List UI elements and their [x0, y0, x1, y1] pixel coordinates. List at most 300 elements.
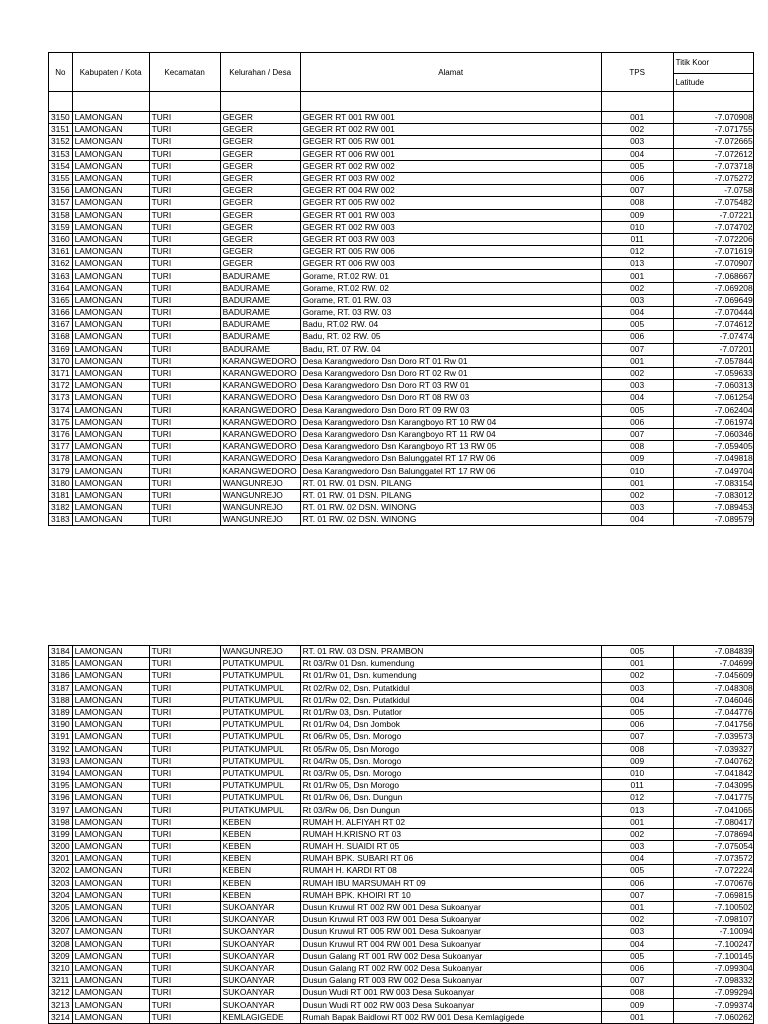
table-row [49, 694, 754, 706]
cell-kabupaten: LAMONGAN [72, 172, 149, 184]
table-row [49, 658, 754, 670]
cell-no: 3169 [49, 343, 73, 355]
cell-alamat: Gorame, RT. 01 RW. 03 [300, 294, 601, 306]
table-row [49, 816, 754, 828]
cell-alamat: Dusun Galang RT 002 RW 002 Desa Sukoanyar [300, 962, 601, 974]
table-row [49, 319, 754, 331]
cell-no: 3185 [49, 658, 73, 670]
cell-kecamatan: TURI [149, 380, 220, 392]
table-row [49, 404, 754, 416]
cell-kelurahan: GEGER [220, 258, 300, 270]
cell-no: 3162 [49, 258, 73, 270]
cell-latitude: -7.059405 [673, 441, 753, 453]
cell-kecamatan: TURI [149, 319, 220, 331]
table-row [49, 355, 754, 367]
table-row [49, 441, 754, 453]
cell-no: 3202 [49, 865, 73, 877]
cell-tps: 005 [601, 950, 673, 962]
cell-no: 3178 [49, 453, 73, 465]
cell-latitude: -7.045609 [673, 670, 753, 682]
cell-latitude: -7.100502 [673, 901, 753, 913]
cell-latitude: -7.073718 [673, 160, 753, 172]
cell-no: 3189 [49, 706, 73, 718]
cell-kecamatan: TURI [149, 841, 220, 853]
cell-latitude: -7.044776 [673, 706, 753, 718]
cell-kabupaten: LAMONGAN [72, 428, 149, 440]
cell-tps: 004 [601, 853, 673, 865]
cell-kecamatan: TURI [149, 136, 220, 148]
cell-kelurahan: KARANGWEDORO [220, 392, 300, 404]
cell-tps: 003 [601, 136, 673, 148]
cell-kelurahan: BADURAME [220, 282, 300, 294]
cell-latitude: -7.062404 [673, 404, 753, 416]
cell-kecamatan: TURI [149, 441, 220, 453]
table-row [49, 841, 754, 853]
cell-tps: 010 [601, 767, 673, 779]
cell-alamat: RUMAH H. KARDI RT 08 [300, 865, 601, 877]
cell-no: 3188 [49, 694, 73, 706]
header-titik-koordinat: Titik Koor [673, 53, 753, 74]
cell-kecamatan: TURI [149, 270, 220, 282]
cell-tps: 004 [601, 694, 673, 706]
cell-no: 3184 [49, 646, 73, 658]
cell-tps: 008 [601, 441, 673, 453]
cell-kabupaten: LAMONGAN [72, 367, 149, 379]
cell-kecamatan: TURI [149, 926, 220, 938]
table-row [49, 124, 754, 136]
cell-alamat: GEGER RT 001 RW 003 [300, 209, 601, 221]
cell-latitude: -7.061254 [673, 392, 753, 404]
cell-alamat: Gorame, RT. 03 RW. 03 [300, 307, 601, 319]
cell-latitude: -7.100145 [673, 950, 753, 962]
cell-alamat: Rt 02/Rw 02, Dsn. Putatkidul [300, 682, 601, 694]
cell-alamat: Badu, RT.02 RW. 04 [300, 319, 601, 331]
cell-kecamatan: TURI [149, 343, 220, 355]
cell-latitude: -7.060313 [673, 380, 753, 392]
cell-no: 3154 [49, 160, 73, 172]
cell-kelurahan: SUKOANYAR [220, 987, 300, 999]
cell-kecamatan: TURI [149, 694, 220, 706]
cell-kelurahan: GEGER [220, 246, 300, 258]
cell-kelurahan: SUKOANYAR [220, 914, 300, 926]
table-row [49, 987, 754, 999]
cell-kecamatan: TURI [149, 404, 220, 416]
cell-latitude: -7.083154 [673, 477, 753, 489]
cell-tps: 010 [601, 221, 673, 233]
cell-tps: 007 [601, 428, 673, 440]
cell-kelurahan: KEBEN [220, 841, 300, 853]
cell-no: 3166 [49, 307, 73, 319]
cell-kecamatan: TURI [149, 124, 220, 136]
table-row [49, 270, 754, 282]
table-row [49, 112, 754, 124]
cell-tps: 006 [601, 416, 673, 428]
table-row [49, 755, 754, 767]
cell-no: 3151 [49, 124, 73, 136]
cell-tps: 001 [601, 477, 673, 489]
cell-tps: 008 [601, 743, 673, 755]
cell-tps: 003 [601, 841, 673, 853]
cell-no: 3214 [49, 1011, 73, 1023]
cell-kecamatan: TURI [149, 1011, 220, 1023]
cell-kabupaten: LAMONGAN [72, 465, 149, 477]
cell-kelurahan: BADURAME [220, 331, 300, 343]
cell-kabupaten: LAMONGAN [72, 246, 149, 258]
cell-kabupaten: LAMONGAN [72, 355, 149, 367]
cell-kelurahan: PUTATKUMPUL [220, 670, 300, 682]
cell-latitude: -7.072612 [673, 148, 753, 160]
cell-kecamatan: TURI [149, 816, 220, 828]
cell-alamat: Badu, RT. 02 RW. 05 [300, 331, 601, 343]
cell-alamat: Gorame, RT.02 RW. 01 [300, 270, 601, 282]
header-no: No [49, 53, 73, 92]
cell-no: 3186 [49, 670, 73, 682]
cell-kabupaten: LAMONGAN [72, 124, 149, 136]
cell-alamat: RUMAH H. SUAIDI RT 05 [300, 841, 601, 853]
cell-kecamatan: TURI [149, 914, 220, 926]
cell-latitude: -7.070444 [673, 307, 753, 319]
cell-no: 3157 [49, 197, 73, 209]
cell-kelurahan: PUTATKUMPUL [220, 682, 300, 694]
table-row [49, 682, 754, 694]
cell-kabupaten: LAMONGAN [72, 780, 149, 792]
cell-kelurahan: PUTATKUMPUL [220, 731, 300, 743]
cell-no: 3199 [49, 828, 73, 840]
table-row [49, 477, 754, 489]
cell-no: 3204 [49, 889, 73, 901]
cell-alamat: Dusun Wudi RT 001 RW 003 Desa Sukoanyar [300, 987, 601, 999]
cell-tps: 005 [601, 706, 673, 718]
cell-kecamatan: TURI [149, 428, 220, 440]
cell-latitude: -7.039573 [673, 731, 753, 743]
cell-kabupaten: LAMONGAN [72, 743, 149, 755]
table-row [49, 294, 754, 306]
cell-latitude: -7.074612 [673, 319, 753, 331]
cell-kabupaten: LAMONGAN [72, 489, 149, 501]
table-row [49, 792, 754, 804]
cell-no: 3173 [49, 392, 73, 404]
cell-tps: 012 [601, 792, 673, 804]
cell-kecamatan: TURI [149, 185, 220, 197]
cell-latitude: -7.043095 [673, 780, 753, 792]
cell-kabupaten: LAMONGAN [72, 828, 149, 840]
cell-alamat: Rt 01/Rw 01, Dsn. kumendung [300, 670, 601, 682]
cell-tps: 002 [601, 124, 673, 136]
cell-kecamatan: TURI [149, 767, 220, 779]
cell-kelurahan: KEBEN [220, 853, 300, 865]
table-row [49, 343, 754, 355]
cell-kabupaten: LAMONGAN [72, 694, 149, 706]
table-body-page-2 [49, 646, 754, 1024]
cell-kabupaten: LAMONGAN [72, 416, 149, 428]
cell-alamat: Desa Karangwedoro Dsn Doro RT 02 Rw 01 [300, 367, 601, 379]
cell-kecamatan: TURI [149, 355, 220, 367]
cell-kabupaten: LAMONGAN [72, 841, 149, 853]
cell-tps: 003 [601, 682, 673, 694]
cell-latitude: -7.049818 [673, 453, 753, 465]
cell-tps: 001 [601, 658, 673, 670]
table-row [49, 731, 754, 743]
cell-tps: 005 [601, 319, 673, 331]
table-row [49, 392, 754, 404]
cell-kecamatan: TURI [149, 889, 220, 901]
table-row [49, 1011, 754, 1023]
cell-no: 3194 [49, 767, 73, 779]
cell-kelurahan: KARANGWEDORO [220, 404, 300, 416]
cell-kelurahan: KARANGWEDORO [220, 428, 300, 440]
cell-kabupaten: LAMONGAN [72, 950, 149, 962]
cell-alamat: Rumah Bapak Baidlowi RT 002 RW 001 Desa Kemlagigede [300, 1011, 601, 1023]
cell-alamat: Rt 01/Rw 06, Dsn. Dungun [300, 792, 601, 804]
cell-tps: 001 [601, 816, 673, 828]
cell-kelurahan: PUTATKUMPUL [220, 658, 300, 670]
cell-tps: 004 [601, 938, 673, 950]
table-row [49, 804, 754, 816]
cell-kecamatan: TURI [149, 148, 220, 160]
table-row [49, 719, 754, 731]
cell-no: 3175 [49, 416, 73, 428]
cell-latitude: -7.084839 [673, 646, 753, 658]
cell-tps: 008 [601, 197, 673, 209]
cell-alamat: Dusun Kruwul RT 004 RW 001 Desa Sukoanyar [300, 938, 601, 950]
cell-kecamatan: TURI [149, 514, 220, 526]
cell-no: 3152 [49, 136, 73, 148]
cell-latitude: -7.060262 [673, 1011, 753, 1023]
cell-tps: 006 [601, 172, 673, 184]
cell-tps: 001 [601, 270, 673, 282]
cell-kecamatan: TURI [149, 258, 220, 270]
table-row [49, 999, 754, 1011]
cell-alamat: Desa Karangwedoro Dsn Doro RT 09 RW 03 [300, 404, 601, 416]
cell-tps: 002 [601, 670, 673, 682]
cell-kelurahan: GEGER [220, 185, 300, 197]
cell-kabupaten: LAMONGAN [72, 755, 149, 767]
cell-kecamatan: TURI [149, 731, 220, 743]
cell-kabupaten: LAMONGAN [72, 853, 149, 865]
cell-latitude: -7.041756 [673, 719, 753, 731]
cell-alamat: RUMAH IBU MARSUMAH RT 09 [300, 877, 601, 889]
cell-alamat: GEGER RT 003 RW 003 [300, 233, 601, 245]
table-row [49, 914, 754, 926]
cell-alamat: GEGER RT 002 RW 002 [300, 160, 601, 172]
cell-tps: 009 [601, 755, 673, 767]
cell-kecamatan: TURI [149, 160, 220, 172]
table-row [49, 197, 754, 209]
cell-no: 3203 [49, 877, 73, 889]
cell-tps: 001 [601, 1011, 673, 1023]
table-row [49, 780, 754, 792]
cell-kecamatan: TURI [149, 658, 220, 670]
cell-kecamatan: TURI [149, 233, 220, 245]
cell-kelurahan: SUKOANYAR [220, 999, 300, 1011]
cell-kelurahan: WANGUNREJO [220, 514, 300, 526]
cell-no: 3212 [49, 987, 73, 999]
cell-kabupaten: LAMONGAN [72, 258, 149, 270]
cell-no: 3153 [49, 148, 73, 160]
table-row [49, 246, 754, 258]
cell-kabupaten: LAMONGAN [72, 1011, 149, 1023]
cell-kelurahan: GEGER [220, 148, 300, 160]
cell-alamat: GEGER RT 006 RW 003 [300, 258, 601, 270]
table-row [49, 926, 754, 938]
cell-no: 3170 [49, 355, 73, 367]
cell-tps: 004 [601, 307, 673, 319]
cell-kecamatan: TURI [149, 804, 220, 816]
cell-latitude: -7.089453 [673, 502, 753, 514]
cell-no: 3167 [49, 319, 73, 331]
cell-kabupaten: LAMONGAN [72, 999, 149, 1011]
table-row [49, 185, 754, 197]
cell-tps: 002 [601, 914, 673, 926]
header-kelurahan: Kelurahan / Desa [220, 53, 300, 92]
cell-kecamatan: TURI [149, 477, 220, 489]
cell-kelurahan: KARANGWEDORO [220, 355, 300, 367]
cell-kecamatan: TURI [149, 502, 220, 514]
cell-kabupaten: LAMONGAN [72, 307, 149, 319]
cell-alamat: Desa Karangwedoro Dsn Karangboyo RT 11 RW 04 [300, 428, 601, 440]
cell-kelurahan: KEMLAGIGEDE [220, 1011, 300, 1023]
cell-kecamatan: TURI [149, 987, 220, 999]
cell-kelurahan: KEBEN [220, 828, 300, 840]
cell-alamat: GEGER RT 006 RW 001 [300, 148, 601, 160]
table-row [49, 889, 754, 901]
cell-alamat: Dusun Galang RT 001 RW 002 Desa Sukoanyar [300, 950, 601, 962]
cell-latitude: -7.041065 [673, 804, 753, 816]
cell-kelurahan: SUKOANYAR [220, 975, 300, 987]
table-body-page-1 [49, 112, 754, 526]
table-row [49, 209, 754, 221]
cell-alamat: Badu, RT. 07 RW. 04 [300, 343, 601, 355]
cell-kelurahan: PUTATKUMPUL [220, 694, 300, 706]
cell-kecamatan: TURI [149, 465, 220, 477]
cell-kabupaten: LAMONGAN [72, 926, 149, 938]
header-kabupaten: Kabupaten / Kota [72, 53, 149, 92]
cell-kabupaten: LAMONGAN [72, 877, 149, 889]
cell-kabupaten: LAMONGAN [72, 392, 149, 404]
table-row [49, 331, 754, 343]
cell-tps: 001 [601, 112, 673, 124]
cell-kabupaten: LAMONGAN [72, 514, 149, 526]
cell-kelurahan: SUKOANYAR [220, 901, 300, 913]
cell-kabupaten: LAMONGAN [72, 221, 149, 233]
cell-no: 3211 [49, 975, 73, 987]
cell-latitude: -7.070676 [673, 877, 753, 889]
cell-kabupaten: LAMONGAN [72, 914, 149, 926]
cell-alamat: Desa Karangwedoro Dsn Doro RT 03 RW 01 [300, 380, 601, 392]
cell-kelurahan: GEGER [220, 209, 300, 221]
table-row [49, 172, 754, 184]
cell-no: 3181 [49, 489, 73, 501]
cell-alamat: Rt 05/Rw 05, Dsn Morogo [300, 743, 601, 755]
cell-kecamatan: TURI [149, 646, 220, 658]
cell-no: 3205 [49, 901, 73, 913]
cell-kabupaten: LAMONGAN [72, 380, 149, 392]
cell-tps: 003 [601, 380, 673, 392]
cell-no: 3198 [49, 816, 73, 828]
cell-latitude: -7.099294 [673, 987, 753, 999]
cell-alamat: RUMAH BPK. SUBARI RT 06 [300, 853, 601, 865]
cell-kabupaten: LAMONGAN [72, 160, 149, 172]
cell-no: 3209 [49, 950, 73, 962]
cell-no: 3150 [49, 112, 73, 124]
cell-kelurahan: KARANGWEDORO [220, 465, 300, 477]
cell-kabupaten: LAMONGAN [72, 136, 149, 148]
cell-alamat: Rt 01/Rw 02, Dsn. Putatkidul [300, 694, 601, 706]
cell-kecamatan: TURI [149, 755, 220, 767]
cell-kabupaten: LAMONGAN [72, 441, 149, 453]
cell-kabupaten: LAMONGAN [72, 938, 149, 950]
cell-kabupaten: LAMONGAN [72, 185, 149, 197]
cell-kabupaten: LAMONGAN [72, 646, 149, 658]
cell-kabupaten: LAMONGAN [72, 343, 149, 355]
cell-kabupaten: LAMONGAN [72, 197, 149, 209]
cell-latitude: -7.083012 [673, 489, 753, 501]
cell-kelurahan: WANGUNREJO [220, 489, 300, 501]
cell-alamat: GEGER RT 005 RW 006 [300, 246, 601, 258]
cell-latitude: -7.075272 [673, 172, 753, 184]
cell-kelurahan: GEGER [220, 172, 300, 184]
cell-kabupaten: LAMONGAN [72, 270, 149, 282]
cell-alamat: Rt 04/Rw 05, Dsn. Morogo [300, 755, 601, 767]
cell-latitude: -7.07201 [673, 343, 753, 355]
cell-latitude: -7.078694 [673, 828, 753, 840]
cell-no: 3196 [49, 792, 73, 804]
cell-tps: 011 [601, 233, 673, 245]
cell-alamat: GEGER RT 005 RW 002 [300, 197, 601, 209]
cell-kabupaten: LAMONGAN [72, 719, 149, 731]
cell-alamat: Dusun Wudi RT 002 RW 003 Desa Sukoanyar [300, 999, 601, 1011]
cell-kelurahan: PUTATKUMPUL [220, 804, 300, 816]
cell-no: 3182 [49, 502, 73, 514]
cell-alamat: Rt 01/Rw 04, Dsn Jombok [300, 719, 601, 731]
table-row [49, 938, 754, 950]
table-row [49, 380, 754, 392]
cell-no: 3155 [49, 172, 73, 184]
cell-kecamatan: TURI [149, 743, 220, 755]
cell-kecamatan: TURI [149, 489, 220, 501]
cell-kabupaten: LAMONGAN [72, 865, 149, 877]
cell-latitude: -7.099374 [673, 999, 753, 1011]
cell-kecamatan: TURI [149, 453, 220, 465]
cell-kecamatan: TURI [149, 307, 220, 319]
cell-tps: 009 [601, 209, 673, 221]
cell-kelurahan: KEBEN [220, 877, 300, 889]
cell-kelurahan: SUKOANYAR [220, 926, 300, 938]
cell-kelurahan: GEGER [220, 136, 300, 148]
cell-kabupaten: LAMONGAN [72, 453, 149, 465]
cell-latitude: -7.0758 [673, 185, 753, 197]
cell-alamat: Rt 03/Rw 06, Dsn Dungun [300, 804, 601, 816]
cell-tps: 008 [601, 987, 673, 999]
cell-latitude: -7.049704 [673, 465, 753, 477]
table-row [49, 489, 754, 501]
cell-kabupaten: LAMONGAN [72, 331, 149, 343]
cell-kecamatan: TURI [149, 670, 220, 682]
table-row [49, 853, 754, 865]
table-row [49, 502, 754, 514]
cell-kecamatan: TURI [149, 950, 220, 962]
cell-tps: 005 [601, 160, 673, 172]
cell-kecamatan: TURI [149, 975, 220, 987]
cell-kabupaten: LAMONGAN [72, 706, 149, 718]
cell-no: 3177 [49, 441, 73, 453]
table-row [49, 233, 754, 245]
table-row [49, 767, 754, 779]
cell-tps: 013 [601, 258, 673, 270]
cell-alamat: RT. 01 RW. 01 DSN. PILANG [300, 477, 601, 489]
cell-kabupaten: LAMONGAN [72, 731, 149, 743]
table-row [49, 950, 754, 962]
